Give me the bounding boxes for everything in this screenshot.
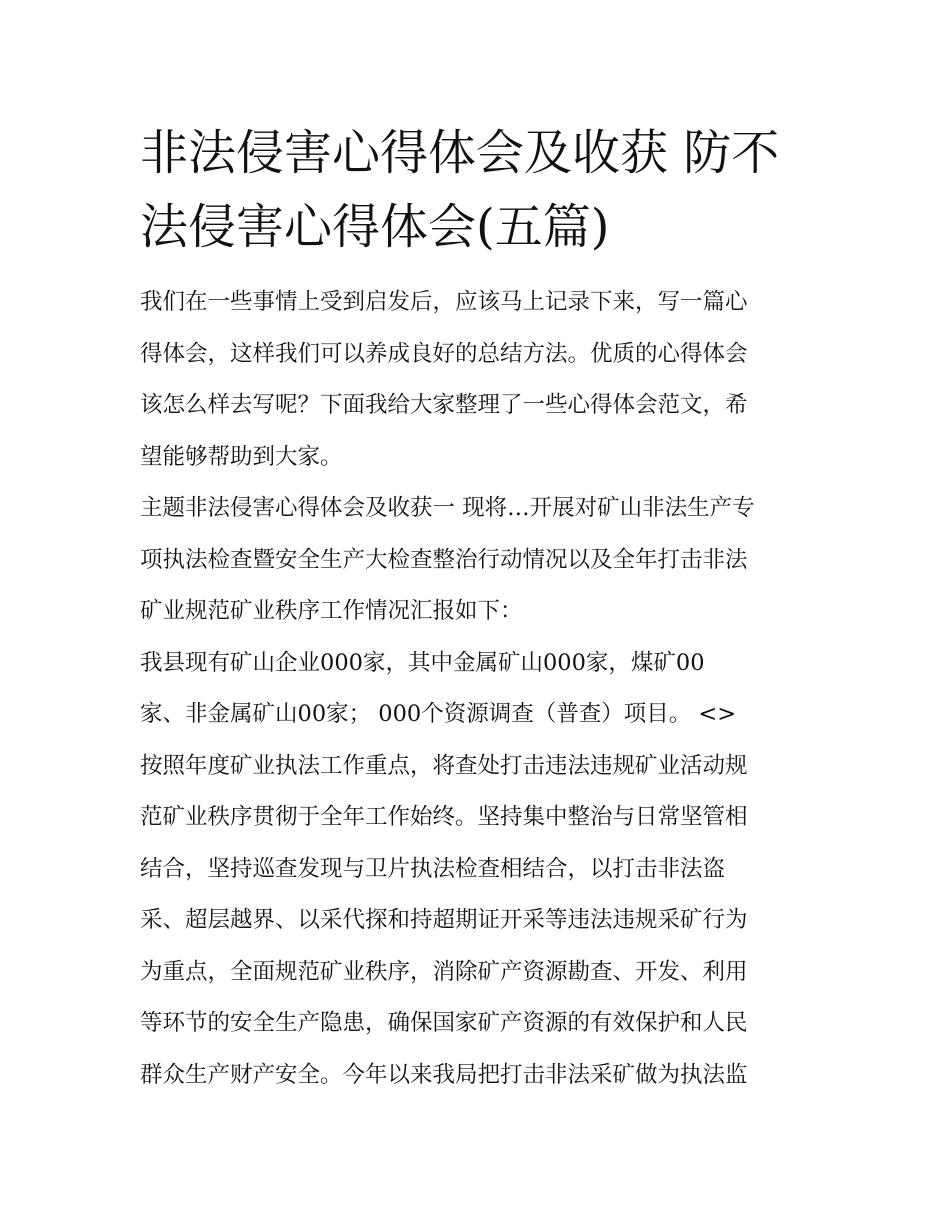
document-title — [140, 116, 820, 264]
document-body — [140, 277, 830, 1101]
body-line: 群众生产财产安全。今年以来我局把打击非法采矿做为执法监 — [140, 1061, 748, 1088]
body-line: 矿业规范矿业秩序工作情况汇报如下： — [140, 598, 523, 624]
body-line: 我县现有矿山企业000家，其中金属矿山000家，煤矿00 — [140, 649, 705, 676]
body-line: 等环节的安全生产隐患，确保国家矿产资源的有效保护和人民 — [140, 1010, 748, 1036]
body-line: 采、超层越界、以采代探和持超期证开采等违法违规采矿行为 — [140, 907, 748, 933]
body-line: 为重点，全面规范矿业秩序，消除矿产资源勘查、开发、利用 — [140, 958, 748, 985]
title-line-1: 非法侵害心得体会及收获 防不 — [140, 125, 780, 181]
body-line: 家、非金属矿山00家； 000个资源调查（普查）项目。 <> — [140, 701, 737, 727]
body-line: 该怎么样去写呢？下面我给大家整理了一些心得体会范文，希 — [140, 392, 748, 418]
body-line: 范矿业秩序贯彻于全年工作始终。坚持集中整治与日常坚管相 — [140, 804, 748, 830]
body-line: 项执法检查暨安全生产大检查整治行动情况以及全年打击非法 — [140, 546, 748, 573]
body-line: 望能够帮助到大家。 — [140, 443, 343, 470]
title-line-2: 法侵害心得体会(五篇) — [140, 199, 610, 255]
body-line: 主题非法侵害心得体会及收获一 现将…开展对矿山非法生产专 — [140, 495, 755, 521]
body-line: 按照年度矿业执法工作重点，将查处打击违法违规矿业活动规 — [140, 752, 748, 779]
body-line: 我们在一些事情上受到启发后，应该马上记录下来，写一篇心 — [140, 289, 748, 315]
body-line: 得体会，这样我们可以养成良好的总结方法。优质的心得体会 — [140, 340, 748, 367]
body-line: 结合，坚持巡查发现与卫片执法检查相结合，以打击非法盗 — [140, 855, 726, 882]
